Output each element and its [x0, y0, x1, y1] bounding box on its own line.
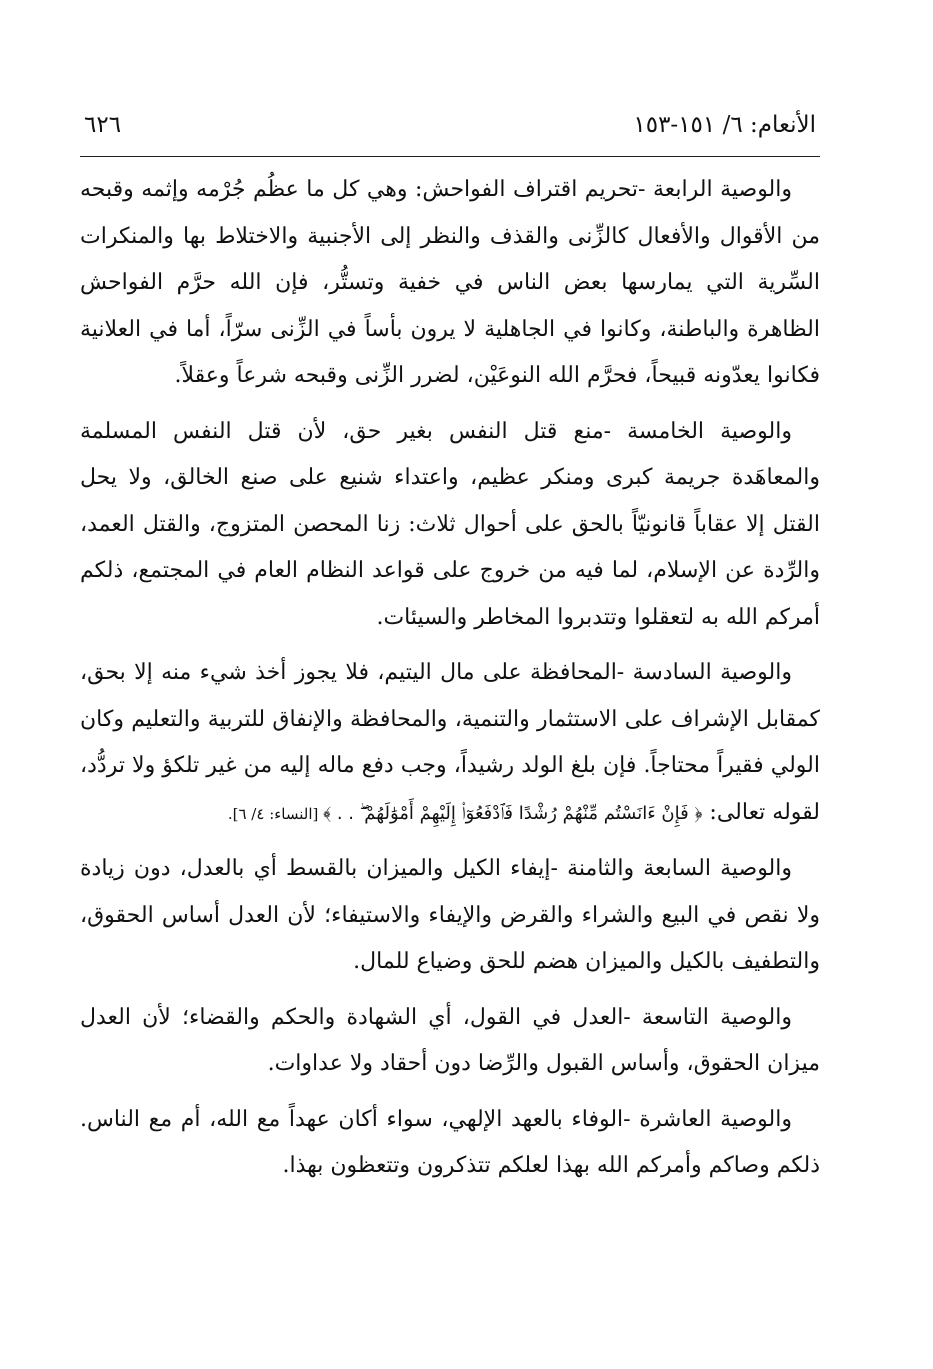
paragraph-seventh-eighth-commandment: والوصية السابعة والثامنة -إيفاء الكيل والميزان بالقسط أي بالعدل، دون زيادة ولا نقص في البيع والشراء والقرض والإيفاء والاستيفاء؛ لأن العدل أساس الحقوق، والتطفيف بالكيل والميزان هضم للحق وضياع للمال. — [80, 856, 820, 974]
paragraph-sixth-commandment — [80, 650, 820, 837]
running-header — [80, 112, 820, 152]
header-divider — [80, 156, 820, 157]
quran-verse: ﴿ فَإِنْ ءَانَسْتُم مِّنْهُمْ رُشْدًا فَٱدْفَعُوٓا۟ إِلَيْهِمْ أَمْوَٰلَهُمْ ۖ . . ﴾ — [323, 802, 703, 824]
body-text — [80, 167, 820, 1190]
verse-reference: [النساء: ٤/ ٦]. — [227, 804, 324, 823]
paragraph-tenth-commandment: والوصية العاشرة -الوفاء بالعهد الإلهي، سواء أكان عهداً مع الله، أم مع الناس. ذلكم وصاكم وأمركم الله بهذا لعلكم تتذكرون وتتعظون بهذا. — [80, 1106, 820, 1178]
paragraph-ninth-commandment: والوصية التاسعة -العدل في القول، أي الشهادة والحكم والقضاء؛ لأن العدل ميزان الحقوق، وأساس القبول والرِّضا دون أحقاد ولا عداوات. — [80, 1004, 820, 1076]
paragraph-fourth-commandment: والوصية الرابعة -تحريم اقتراف الفواحش: وهي كل ما عظُم جُرْمه وإثمه وقبحه من الأقوال والأفعال كالزِّنى والقذف والنظر إلى الأجنبية والاختلاط بها والمنكرات السِّرية التي يمارسها بعض الناس في خفية وتستُّر، فإن الله حرَّم الفواحش الظاهرة والباطنة، وكانوا في الجاهلية لا يرون بأساً في الزِّنى سرّاً، أما في العلانية فكانوا يعدّونه قبيحاً، فحرَّم الله النوعَيْن، لضرر الزِّنى وقبحه شرعاً وعقلاً. — [80, 177, 820, 388]
book-page — [80, 112, 820, 1199]
header-section-title: الأنعام: ٦/ ١٥١-١٥٣ — [633, 112, 816, 138]
page-number: ٦٢٦ — [84, 112, 122, 138]
paragraph-fifth-commandment: والوصية الخامسة -منع قتل النفس بغير حق، لأن قتل النفس المسلمة والمعاهَدة جريمة كبرى ومنكر عظيم، واعتداء شنيع على صنع الخالق، ولا يحل القتل إلا عقاباً قانونيّاً بالحق على أحوال ثلاث: زنا المحصن المتزوج، والقتل العمد، والرِّدة عن الإسلام، لما فيه من خروج على قواعد النظام العام في المجتمع، ذلكم أمركم الله به لتعقلوا وتتدبروا المخاطر والسيئات. — [80, 418, 820, 630]
paragraph-sixth-text: والوصية السادسة -المحافظة على مال اليتيم، فلا يجوز أخذ شيء منه إلا بحق، كمقابل الإشراف على الاستثمار والتنمية، والمحافظة والإنفاق للتربية والتعليم وكان الولي فقيراً محتاجاً. فإن بلغ الولد رشيداً، وجب دفع ماله إليه من غير تلكؤ ولا تردُّد، لقوله تعالى: — [80, 660, 820, 825]
